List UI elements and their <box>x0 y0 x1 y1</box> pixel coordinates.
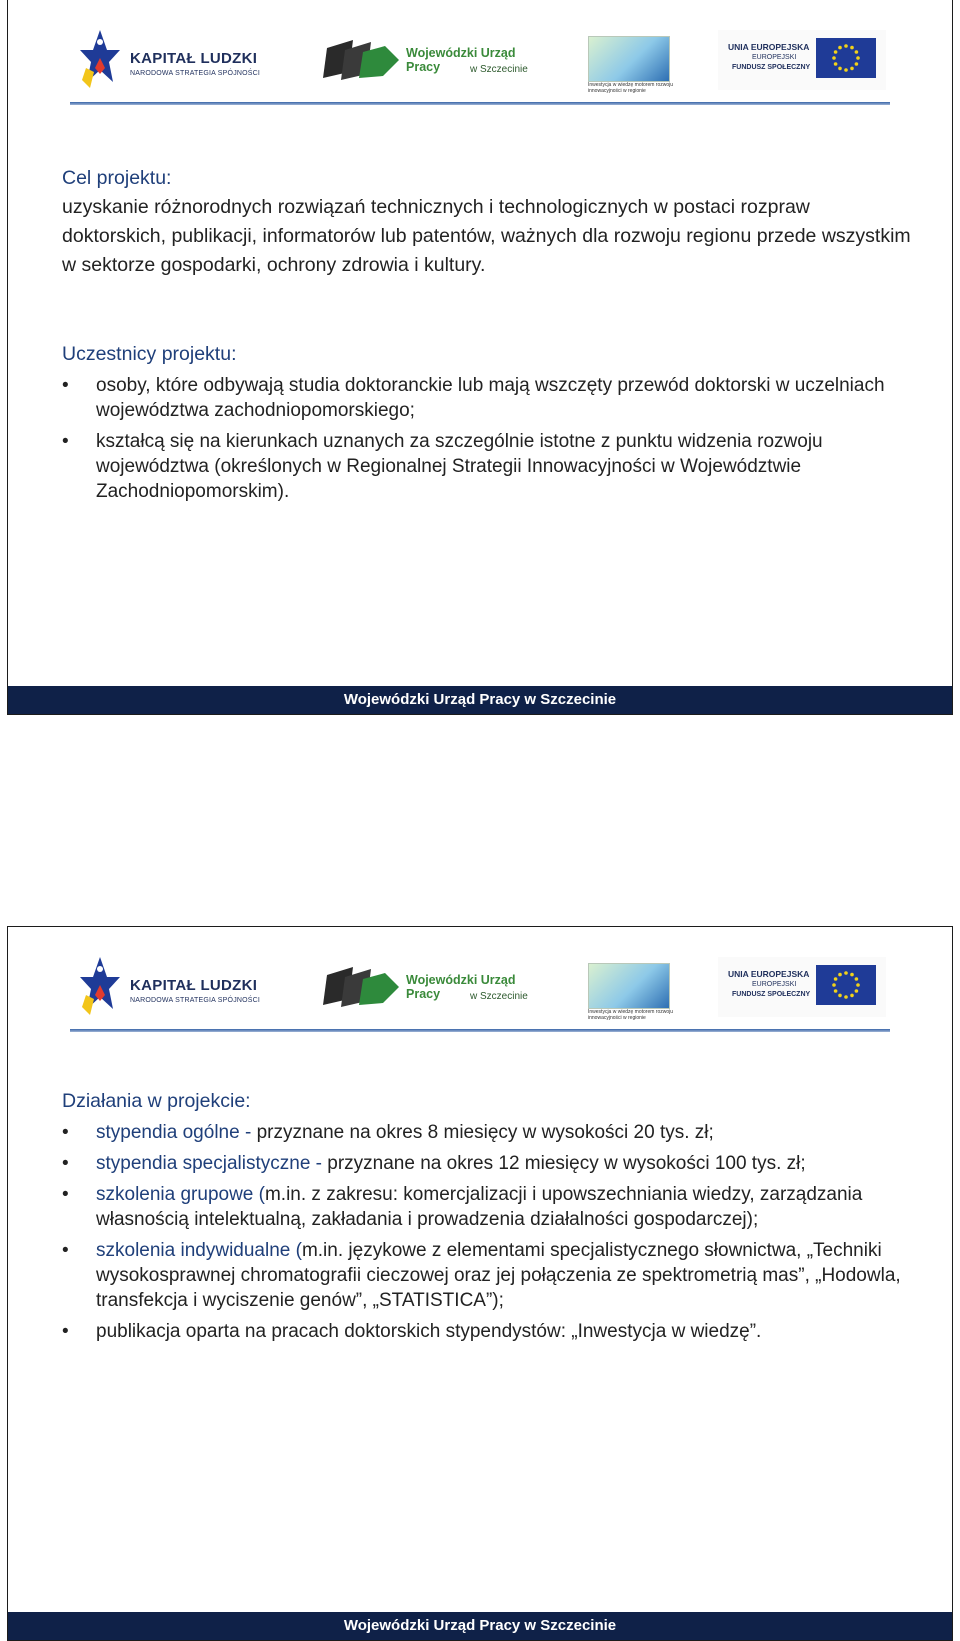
uczestnicy-heading: Uczestnicy projektu: <box>62 343 237 365</box>
kapital-ludzki-subtitle: NARODOWA STRATEGIA SPÓJNOŚCI <box>130 70 261 77</box>
ue-line3: FUNDUSZ SPOŁECZNY <box>732 64 811 71</box>
slide-1 <box>7 0 953 715</box>
inwestycja-logo <box>588 28 674 96</box>
list-item: • kształcą się na kierunkach uznanych za szczególnie istotne z punktu widzenia rozwoju województwa (określonych w Regionalnej Strategii Innowacyjności w Województwie Zachodniopomorskim). <box>62 429 912 504</box>
ue-logo <box>718 28 894 96</box>
dzialania-list <box>62 1120 912 1344</box>
wup-subtitle: w Szczecinie <box>470 64 528 75</box>
item-label: stypendia specjalistyczne - <box>96 1153 328 1174</box>
item-label: szkolenia indywidualne ( <box>96 1240 302 1261</box>
inwestycja-caption: Inwestycja w wiedzę motorem rozwoju innowacyjności w regionie <box>588 1009 674 1021</box>
ue-logo <box>718 955 894 1023</box>
item-text: przyznane na okres 8 miesięcy w wysokości 20 tys. zł; <box>256 1122 714 1143</box>
cel-section <box>62 164 912 280</box>
dzialania-heading: Działania w projekcie: <box>62 1090 251 1112</box>
list-item <box>62 1120 912 1145</box>
header-divider <box>70 1029 890 1032</box>
kapital-ludzki-subtitle: NARODOWA STRATEGIA SPÓJNOŚCI <box>130 997 261 1004</box>
item-text: m.in. językowe z elementami specjalistycznego słownictwa, „Techniki wysokosprawnej chromatografii cieczowej oraz jej połączenia ze spektrometrią mas”, „Hodowla, transfekcja i wyciszenie genów”, „STATISTICA”); <box>96 1240 901 1311</box>
item-text: m.in. z zakresu: komercjalizacji i upowszechniania wiedzy, zarządzania własnością intelektualną, zakładania i prowadzenia działalności gospodarczej); <box>96 1184 863 1230</box>
list-item <box>62 1238 912 1313</box>
footer: Wojewódzki Urząd Pracy w Szczecinie <box>8 686 952 714</box>
ue-line2: EUROPEJSKI <box>752 981 797 988</box>
item-text: przyznane na okres 12 miesięcy w wysokości 100 tys. zł; <box>327 1153 806 1174</box>
list-item <box>62 1151 912 1176</box>
item-label: stypendia ogólne - <box>96 1122 257 1143</box>
star-logo-icon <box>78 955 122 1021</box>
item-label: szkolenia grupowe ( <box>96 1184 265 1205</box>
inwestycja-image <box>588 36 670 82</box>
ue-line1: UNIA EUROPEJSKA <box>728 42 810 52</box>
ue-line1: UNIA EUROPEJSKA <box>728 969 810 979</box>
list-item: • osoby, które odbywają studia doktoranckie lub mają wszczęty przewód doktorski w uczelniach województwa zachodniopomorskiego; <box>62 373 912 423</box>
kapital-ludzki-logo <box>78 28 283 96</box>
wup-title: Wojewódzki Urząd Pracy <box>406 973 516 1001</box>
wup-logo <box>323 955 553 1023</box>
logo-bar <box>68 26 892 104</box>
uczestnicy-section <box>62 340 912 510</box>
wup-title: Wojewódzki Urząd Pracy <box>406 46 516 74</box>
wup-mark-icon <box>323 965 399 1009</box>
logo-bar <box>68 953 892 1031</box>
list-item <box>62 1182 912 1232</box>
footer: Wojewódzki Urząd Pracy w Szczecinie <box>8 1612 952 1640</box>
eu-flag-icon <box>816 38 876 78</box>
header-divider <box>70 102 890 105</box>
wup-logo <box>323 28 553 96</box>
inwestycja-caption: Inwestycja w wiedzę motorem rozwoju innowacyjności w regionie <box>588 82 674 94</box>
cel-heading: Cel projektu: <box>62 167 172 189</box>
list-item <box>62 1319 912 1344</box>
wup-mark-icon <box>323 38 399 82</box>
wup-subtitle: w Szczecinie <box>470 991 528 1002</box>
kapital-ludzki-title: KAPITAŁ LUDZKI <box>130 50 258 67</box>
eu-flag-icon <box>816 965 876 1005</box>
dzialania-section <box>62 1087 912 1350</box>
uczestnicy-list <box>62 373 912 504</box>
kapital-ludzki-title: KAPITAŁ LUDZKI <box>130 977 258 994</box>
ue-line3: FUNDUSZ SPOŁECZNY <box>732 991 811 998</box>
item-text: publikacja oparta na pracach doktorskich stypendystów: „Inwestycja w wiedzę”. <box>96 1321 762 1342</box>
kapital-ludzki-logo <box>78 955 283 1023</box>
slide-2 <box>7 926 953 1641</box>
cel-text: uzyskanie różnorodnych rozwiązań technicznych i technologicznych w postaci rozpraw doktorskich, publikacji, informatorów lub patentów, ważnych dla rozwoju regionu przede wszystkim w sektorze gospodarki, ochrony zdrowia i kultury. <box>62 196 911 276</box>
inwestycja-image <box>588 963 670 1009</box>
star-logo-icon <box>78 28 122 94</box>
ue-line2: EUROPEJSKI <box>752 54 797 61</box>
inwestycja-logo <box>588 955 674 1023</box>
